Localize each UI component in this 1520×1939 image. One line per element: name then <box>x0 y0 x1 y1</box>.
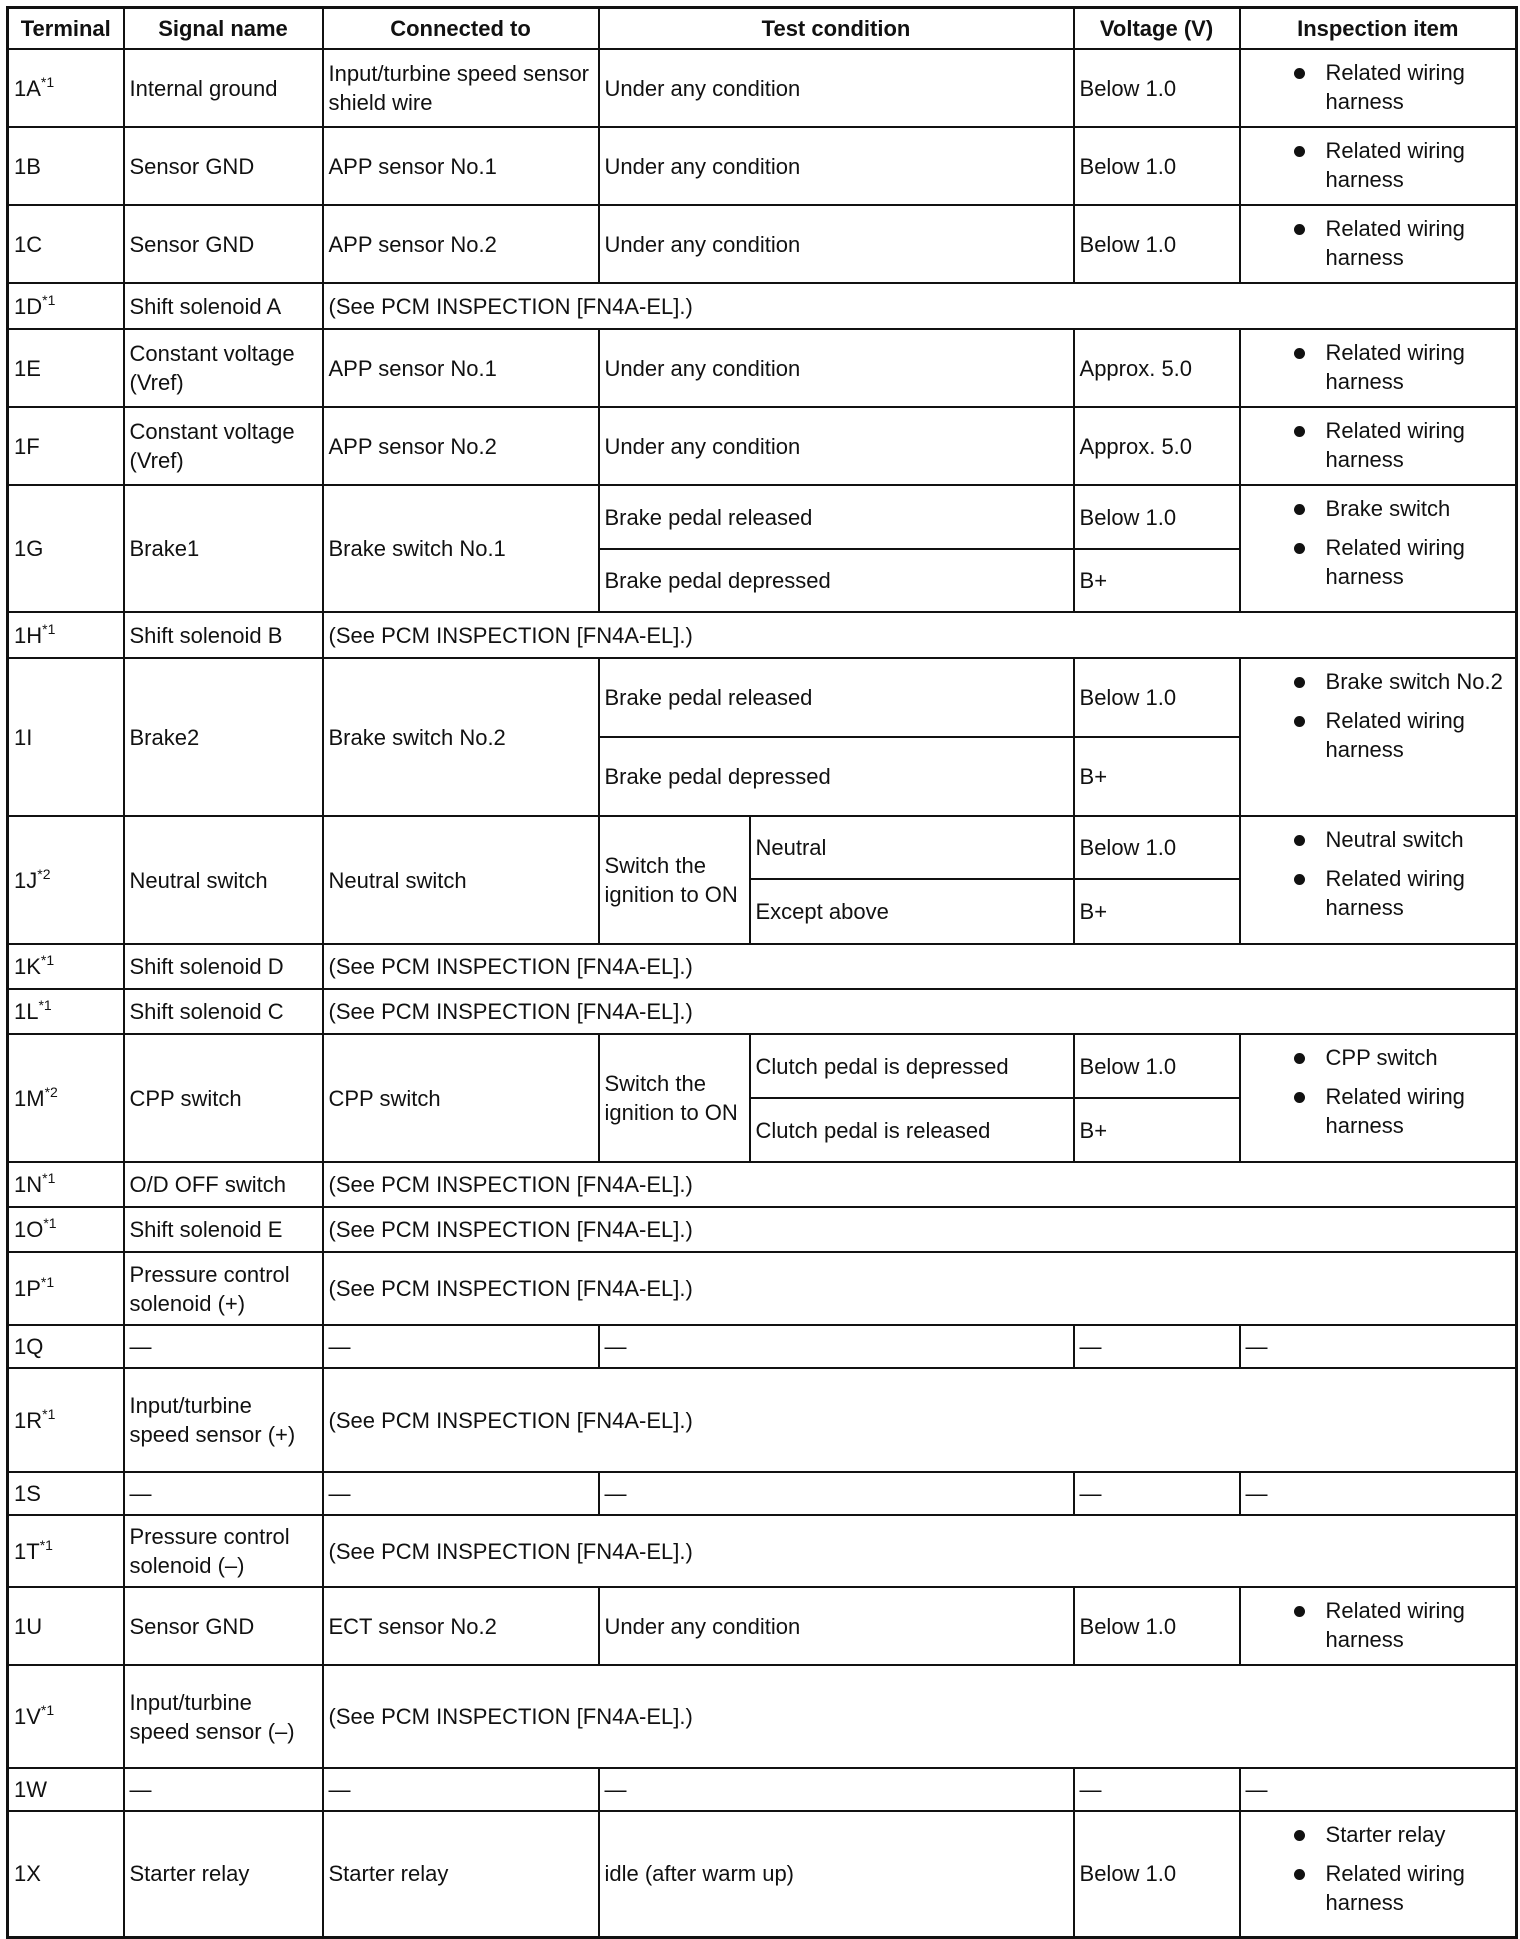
signal-name-cell: Brake1 <box>124 485 323 612</box>
signal-name-cell: — <box>124 1472 323 1515</box>
inspection-item-cell <box>1240 49 1517 127</box>
signal-name-cell: Sensor GND <box>124 127 323 205</box>
header-test-condition: Test condition <box>599 8 1074 50</box>
test-condition-cell: Under any condition <box>599 49 1074 127</box>
footnote-marker: *1 <box>40 1274 55 1290</box>
footnote-marker: *1 <box>40 1702 55 1718</box>
test-condition-cell: Clutch pedal is depressed <box>750 1034 1074 1098</box>
table-row <box>8 329 1517 407</box>
footnote-marker: *1 <box>38 997 52 1013</box>
footnote-marker: *1 <box>40 73 55 90</box>
see-reference-cell: (See PCM INSPECTION [FN4A-EL].) <box>323 944 1517 989</box>
see-reference-cell: (See PCM INSPECTION [FN4A-EL].) <box>323 1368 1517 1472</box>
test-condition-cell: — <box>599 1472 1074 1515</box>
footnote-marker: *1 <box>42 1170 56 1186</box>
table-row <box>8 1587 1517 1665</box>
connected-to-cell: Brake switch No.2 <box>323 658 599 816</box>
connected-to-cell: — <box>323 1472 599 1515</box>
inspection-item: Related wiring harness <box>1246 416 1511 474</box>
signal-name-cell: Shift solenoid E <box>124 1207 323 1252</box>
voltage-cell: Below 1.0 <box>1074 1034 1240 1098</box>
inspection-item-cell: — <box>1240 1768 1517 1811</box>
inspection-item: Related wiring harness <box>1246 864 1511 922</box>
voltage-cell: B+ <box>1074 879 1240 944</box>
see-reference-cell: (See PCM INSPECTION [FN4A-EL].) <box>323 1515 1517 1587</box>
test-condition-cell: Under any condition <box>599 205 1074 283</box>
footnote-marker: *1 <box>42 620 56 637</box>
see-reference-cell: (See PCM INSPECTION [FN4A-EL].) <box>323 612 1517 658</box>
table-row <box>8 816 1517 879</box>
table-row <box>8 485 1517 549</box>
table-row <box>8 989 1517 1034</box>
connected-to-cell: CPP switch <box>323 1034 599 1162</box>
inspection-item: Related wiring harness <box>1246 214 1511 272</box>
footnote-marker: *2 <box>37 865 51 882</box>
table-row <box>8 49 1517 127</box>
table-row <box>8 283 1517 329</box>
connected-to-cell: Input/turbine speed sensor shield wire <box>323 49 599 127</box>
voltage-cell: Below 1.0 <box>1074 1811 1240 1937</box>
inspection-item: Brake switch <box>1246 494 1511 523</box>
table-row <box>8 1162 1517 1207</box>
header-signal-name: Signal name <box>124 8 323 50</box>
inspection-item-cell: — <box>1240 1325 1517 1368</box>
voltage-cell: Below 1.0 <box>1074 127 1240 205</box>
table-row <box>8 658 1517 737</box>
table-row <box>8 1207 1517 1252</box>
inspection-item-cell <box>1240 1034 1517 1162</box>
signal-name-cell: Constant voltage (Vref) <box>124 407 323 485</box>
inspection-item-list <box>1246 1596 1511 1654</box>
signal-name-cell: Pressure control solenoid (+) <box>124 1252 323 1325</box>
voltage-cell: Approx. 5.0 <box>1074 407 1240 485</box>
voltage-cell: Below 1.0 <box>1074 1587 1240 1665</box>
inspection-item: Related wiring harness <box>1246 1082 1511 1140</box>
signal-name-cell: Pressure control solenoid (–) <box>124 1515 323 1587</box>
signal-name-cell: O/D OFF switch <box>124 1162 323 1207</box>
inspection-item-list <box>1246 58 1511 116</box>
terminal-cell: 1U <box>8 1587 124 1665</box>
test-condition-cell: — <box>599 1325 1074 1368</box>
terminal-cell: $1N^{*1}$ <box>8 1162 124 1207</box>
header-connected-to: Connected to <box>323 8 599 50</box>
test-condition-prefix-cell: Switch the ignition to ON <box>599 816 750 944</box>
voltage-cell: B+ <box>1074 549 1240 612</box>
table-row <box>8 1472 1517 1515</box>
inspection-item: Related wiring harness <box>1246 58 1511 116</box>
voltage-cell: Below 1.0 <box>1074 485 1240 549</box>
signal-name-cell: Sensor GND <box>124 205 323 283</box>
voltage-cell: B+ <box>1074 737 1240 816</box>
test-condition-cell: Under any condition <box>599 329 1074 407</box>
test-condition-cell: — <box>599 1768 1074 1811</box>
table-row <box>8 1034 1517 1098</box>
see-reference-cell: (See PCM INSPECTION [FN4A-EL].) <box>323 1162 1517 1207</box>
table-row <box>8 1768 1517 1811</box>
test-condition-cell: Brake pedal released <box>599 485 1074 549</box>
table-row <box>8 1325 1517 1368</box>
see-reference-cell: (See PCM INSPECTION [FN4A-EL].) <box>323 283 1517 329</box>
table-row <box>8 612 1517 658</box>
see-reference-cell: (See PCM INSPECTION [FN4A-EL].) <box>323 1252 1517 1325</box>
footnote-marker: *1 <box>40 952 55 968</box>
terminal-cell: $1O^{*1}$ <box>8 1207 124 1252</box>
inspection-item: Related wiring harness <box>1246 706 1511 764</box>
footnote-marker: *1 <box>39 1536 53 1553</box>
signal-name-cell: CPP switch <box>124 1034 323 1162</box>
connected-to-cell: APP sensor No.1 <box>323 127 599 205</box>
signal-name-cell: Constant voltage (Vref) <box>124 329 323 407</box>
table-row <box>8 1515 1517 1587</box>
test-condition-cell: Except above <box>750 879 1074 944</box>
inspection-item-list <box>1246 825 1511 922</box>
terminal-cell: 1Q <box>8 1325 124 1368</box>
footnote-marker: *1 <box>42 1405 56 1422</box>
terminal-cell: $1P^{*1}$ <box>8 1252 124 1325</box>
inspection-item-list <box>1246 1043 1511 1140</box>
terminal-cell: $1R^{*1}$ <box>8 1368 124 1472</box>
voltage-cell: Below 1.0 <box>1074 816 1240 879</box>
voltage-cell: — <box>1074 1325 1240 1368</box>
footnote-marker: *1 <box>42 291 56 308</box>
test-condition-cell: Under any condition <box>599 127 1074 205</box>
connected-to-cell: APP sensor No.1 <box>323 329 599 407</box>
connected-to-cell: APP sensor No.2 <box>323 407 599 485</box>
signal-name-cell: — <box>124 1325 323 1368</box>
inspection-item-cell <box>1240 658 1517 816</box>
table-row <box>8 127 1517 205</box>
terminal-cell: $1J^{*2}$ <box>8 816 124 944</box>
header-inspection-item: Inspection item <box>1240 8 1517 50</box>
signal-name-cell: Input/turbine speed sensor (+) <box>124 1368 323 1472</box>
inspection-item: Related wiring harness <box>1246 136 1511 194</box>
signal-name-cell: Input/turbine speed sensor (–) <box>124 1665 323 1768</box>
terminal-cell: $1M^{*2}$ <box>8 1034 124 1162</box>
terminal-cell: $1V^{*1}$ <box>8 1665 124 1768</box>
terminal-cell: 1F <box>8 407 124 485</box>
signal-name-cell: Shift solenoid C <box>124 989 323 1034</box>
inspection-item-list <box>1246 667 1511 764</box>
terminal-cell: 1E <box>8 329 124 407</box>
terminal-cell: 1C <box>8 205 124 283</box>
terminal-cell: 1S <box>8 1472 124 1515</box>
terminal-cell: $1L^{*1}$ <box>8 989 124 1034</box>
terminal-cell: 1G <box>8 485 124 612</box>
inspection-item: Neutral switch <box>1246 825 1511 854</box>
inspection-item-cell <box>1240 1811 1517 1937</box>
inspection-item: Related wiring harness <box>1246 1596 1511 1654</box>
terminal-cell: $1D^{*1}$ <box>8 283 124 329</box>
voltage-cell: Approx. 5.0 <box>1074 329 1240 407</box>
connected-to-cell: Starter relay <box>323 1811 599 1937</box>
inspection-item: Related wiring harness <box>1246 338 1511 396</box>
header-row <box>8 8 1517 50</box>
connected-to-cell: Neutral switch <box>323 816 599 944</box>
inspection-item: Related wiring harness <box>1246 1859 1511 1917</box>
signal-name-cell: Shift solenoid A <box>124 283 323 329</box>
voltage-cell: — <box>1074 1472 1240 1515</box>
signal-name-cell: Brake2 <box>124 658 323 816</box>
inspection-item-cell <box>1240 1587 1517 1665</box>
inspection-item: CPP switch <box>1246 1043 1511 1072</box>
voltage-cell: — <box>1074 1768 1240 1811</box>
voltage-cell: Below 1.0 <box>1074 205 1240 283</box>
test-condition-cell: Under any condition <box>599 1587 1074 1665</box>
signal-name-cell: Sensor GND <box>124 1587 323 1665</box>
terminal-cell: 1X <box>8 1811 124 1937</box>
table-row <box>8 1665 1517 1768</box>
signal-name-cell: — <box>124 1768 323 1811</box>
inspection-item-list <box>1246 214 1511 272</box>
inspection-item-cell <box>1240 329 1517 407</box>
test-condition-cell: idle (after warm up) <box>599 1811 1074 1937</box>
see-reference-cell: (See PCM INSPECTION [FN4A-EL].) <box>323 989 1517 1034</box>
inspection-item-cell: — <box>1240 1472 1517 1515</box>
inspection-item-cell <box>1240 205 1517 283</box>
inspection-item: Brake switch No.2 <box>1246 667 1511 696</box>
inspection-item-list <box>1246 1820 1511 1917</box>
signal-name-cell: Starter relay <box>124 1811 323 1937</box>
voltage-cell: B+ <box>1074 1098 1240 1162</box>
see-reference-cell: (See PCM INSPECTION [FN4A-EL].) <box>323 1665 1517 1768</box>
voltage-cell: Below 1.0 <box>1074 49 1240 127</box>
connected-to-cell: ECT sensor No.2 <box>323 1587 599 1665</box>
inspection-item-cell <box>1240 407 1517 485</box>
signal-name-cell: Neutral switch <box>124 816 323 944</box>
inspection-item-cell <box>1240 816 1517 944</box>
test-condition-prefix-cell: Switch the ignition to ON <box>599 1034 750 1162</box>
inspection-item-list <box>1246 136 1511 194</box>
connected-to-cell: APP sensor No.2 <box>323 205 599 283</box>
footnote-marker: *1 <box>43 1215 57 1231</box>
signal-name-cell: Shift solenoid B <box>124 612 323 658</box>
terminal-cell: $1A^{*1}$ <box>8 49 124 127</box>
terminal-cell: 1B <box>8 127 124 205</box>
test-condition-cell: Neutral <box>750 816 1074 879</box>
inspection-item-list <box>1246 494 1511 591</box>
inspection-item-list <box>1246 416 1511 474</box>
footnote-marker: *2 <box>44 1083 58 1100</box>
inspection-item: Starter relay <box>1246 1820 1511 1849</box>
test-condition-cell: Clutch pedal is released <box>750 1098 1074 1162</box>
pcm-terminal-table <box>6 6 1518 1939</box>
terminal-cell: 1W <box>8 1768 124 1811</box>
test-condition-cell: Under any condition <box>599 407 1074 485</box>
test-condition-cell: Brake pedal released <box>599 658 1074 737</box>
connected-to-cell: — <box>323 1325 599 1368</box>
inspection-item-list <box>1246 338 1511 396</box>
table-row <box>8 1252 1517 1325</box>
inspection-item-cell <box>1240 127 1517 205</box>
terminal-cell: 1I <box>8 658 124 816</box>
header-voltage: Voltage (V) <box>1074 8 1240 50</box>
inspection-item: Related wiring harness <box>1246 533 1511 591</box>
terminal-cell: $1T^{*1}$ <box>8 1515 124 1587</box>
connected-to-cell: — <box>323 1768 599 1811</box>
header-terminal: Terminal <box>8 8 124 50</box>
signal-name-cell: Internal ground <box>124 49 323 127</box>
see-reference-cell: (See PCM INSPECTION [FN4A-EL].) <box>323 1207 1517 1252</box>
table-row <box>8 407 1517 485</box>
voltage-cell: Below 1.0 <box>1074 658 1240 737</box>
table-row <box>8 1811 1517 1937</box>
signal-name-cell: Shift solenoid D <box>124 944 323 989</box>
terminal-cell: $1H^{*1}$ <box>8 612 124 658</box>
table-row <box>8 1368 1517 1472</box>
test-condition-cell: Brake pedal depressed <box>599 737 1074 816</box>
connected-to-cell: Brake switch No.1 <box>323 485 599 612</box>
inspection-item-cell <box>1240 485 1517 612</box>
test-condition-cell: Brake pedal depressed <box>599 549 1074 612</box>
terminal-cell: $1K^{*1}$ <box>8 944 124 989</box>
table-row <box>8 205 1517 283</box>
table-row <box>8 944 1517 989</box>
